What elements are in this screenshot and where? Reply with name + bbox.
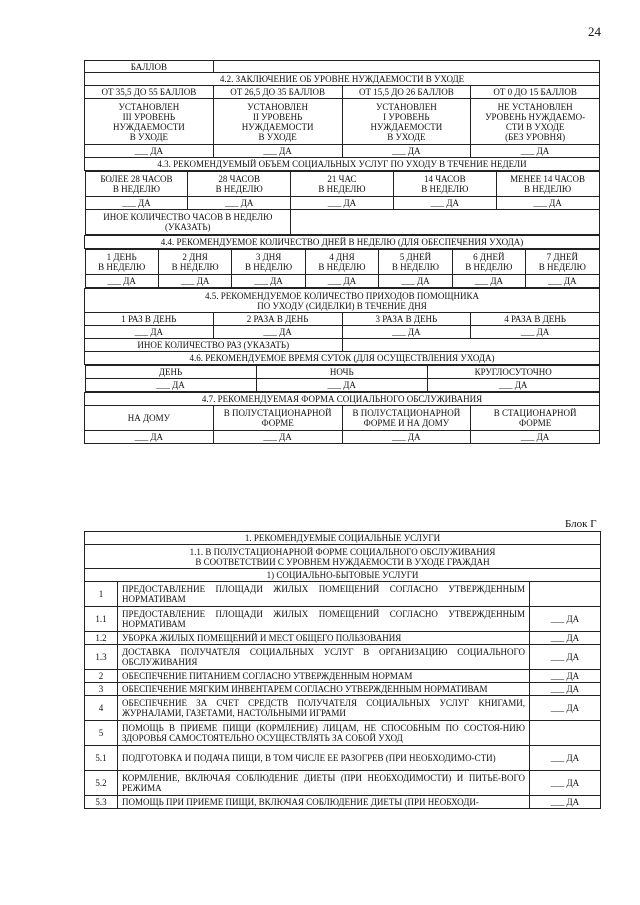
yes-field[interactable]: ___ ДА [291,197,394,210]
hours-option: 21 ЧАС В НЕДЕЛЮ [291,172,394,197]
yes-field[interactable]: ___ ДА [471,326,600,339]
services-group: 1) СОЦИАЛЬНО-БЫТОВЫЕ УСЛУГИ [85,569,601,582]
service-description: ПРЕДОСТАВЛЕНИЕ ПЛОЩАДИ ЖИЛЫХ ПОМЕЩЕНИЙ СОГЛАСНО УТВЕРЖДЕННЫМ НОРМАТИВАМ [118,607,530,632]
page-number: 24 [588,24,601,39]
service-description: ОБЕСПЕЧЕНИЕ МЯГКИМ ИНВЕНТАРЕМ СОГЛАСНО УТВЕРЖДЕННЫМ НОРМАТИВАМ [118,683,530,696]
range-cell: ОТ 15,5 ДО 26 БАЛЛОВ [342,86,471,99]
service-row [85,645,601,670]
services-rows [85,582,601,809]
other-visits-field[interactable] [342,339,600,352]
yes-field[interactable]: ___ ДА [85,145,214,158]
yes-field[interactable]: ___ ДА [471,431,600,444]
service-number: 1.1 [85,607,118,632]
hours-option: 28 ЧАСОВ В НЕДЕЛЮ [188,172,291,197]
days-option: 3 ДНЯ В НЕДЕЛЮ [232,250,305,275]
section-4-7-title: 4.7. РЕКОМЕНДУЕМАЯ ФОРМА СОЦИАЛЬНОГО ОБСЛУЖИВАНИЯ [85,393,600,406]
range-cell: ОТ 35,5 ДО 55 БАЛЛОВ [85,86,214,99]
yes-field[interactable]: ___ ДА [530,796,601,809]
yes-field[interactable]: ___ ДА [188,197,291,210]
visits-option: 1 РАЗ В ДЕНЬ [85,313,214,326]
level-cell: УСТАНОВЛЕН II УРОВЕНЬ НУЖДАЕМОСТИ В УХОДЕ [213,99,342,145]
visits-option: 4 РАЗА В ДЕНЬ [471,313,600,326]
service-number: 3 [85,683,118,696]
visits-option: 3 РАЗА В ДЕНЬ [342,313,471,326]
yes-field[interactable]: ___ ДА [427,379,599,392]
section-4-4-title: 4.4. РЕКОМЕНДУЕМОЕ КОЛИЧЕСТВО ДНЕЙ В НЕДЕЛЮ (ДЛЯ ОБЕСПЕЧЕНИЯ УХОДА) [85,236,600,249]
service-row [85,796,601,809]
service-number: 1.3 [85,645,118,670]
yes-field[interactable]: ___ ДА [530,607,601,632]
services-table [84,531,601,809]
section-4-6-title: 4.6. РЕКОМЕНДУЕМОЕ ВРЕМЯ СУТОК (ДЛЯ ОСУЩЕСТВЛЕНИЯ УХОДА) [85,352,600,365]
hours-option: 14 ЧАСОВ В НЕДЕЛЮ [393,172,496,197]
time-option: КРУГЛОСУТОЧНО [427,366,599,379]
care-need-table [84,60,600,444]
yes-field[interactable]: ___ ДА [213,145,342,158]
service-description: ПОДГОТОВКА И ПОДАЧА ПИЩИ, В ТОМ ЧИСЛЕ ЕЕ РАЗОГРЕВ (ПРИ НЕОБХОДИМО-СТИ) [118,746,530,771]
service-number: 1 [85,582,118,607]
yes-field[interactable]: ___ ДА [530,746,601,771]
service-description: ПОМОЩЬ ПРИ ПРИЕМЕ ПИЩИ, ВКЛЮЧАЯ СОБЛЮДЕНИЕ ДИЕТЫ (ПРИ НЕОБХОДИ- [118,796,530,809]
yes-field[interactable]: ___ ДА [232,275,305,288]
hours-option: МЕНЕЕ 14 ЧАСОВ В НЕДЕЛЮ [496,172,599,197]
yes-field[interactable]: ___ ДА [530,683,601,696]
yes-field[interactable]: ___ ДА [526,275,599,288]
points-label-cell: БАЛЛОВ [85,61,214,73]
yes-field[interactable]: ___ ДА [379,275,452,288]
yes-field[interactable]: ___ ДА [530,670,601,683]
service-row [85,771,601,796]
yes-field[interactable]: ___ ДА [342,431,471,444]
service-number: 1.2 [85,632,118,645]
days-option: 1 ДЕНЬ В НЕДЕЛЮ [85,250,158,275]
service-number: 5.2 [85,771,118,796]
form-option: В СТАЦИОНАРНОЙ ФОРМЕ [471,406,600,431]
days-table [85,249,600,288]
form-option: В ПОЛУСТАЦИОНАРНОЙ ФОРМЕ И НА ДОМУ [342,406,471,431]
service-description: КОРМЛЕНИЕ, ВКЛЮЧАЯ СОБЛЮДЕНИЕ ДИЕТЫ (ПРИ НЕОБХОДИМОСТИ) И ПИТЬЕ-ВОГО РЕЖИМА [118,771,530,796]
yes-field[interactable]: ___ ДА [342,145,471,158]
service-row [85,670,601,683]
yes-field[interactable]: ___ ДА [530,632,601,645]
yes-field[interactable]: ___ ДА [85,379,256,392]
services-subtitle: 1.1. В ПОЛУСТАЦИОНАРНОЙ ФОРМЕ СОЦИАЛЬНОГО ОБСЛУЖИВАНИЯ В СООТВЕТСТВИИ С УРОВНЕМ НУЖДАЕМОСТИ В УХОДЕ ГРАЖДАН [85,545,601,569]
level-cell: НЕ УСТАНОВЛЕН УРОВЕНЬ НУЖДАЕМО- СТИ В УХОДЕ (БЕЗ УРОВНЯ) [471,99,600,145]
service-description: ПОМОЩЬ В ПРИЕМЕ ПИЩИ (КОРМЛЕНИЕ) ЛИЦАМ, НЕ СПОСОБНЫМ ПО СОСТОЯ-НИЮ ЗДОРОВЬЯ САМОСТОЯТЕЛЬНО ОСУЩЕСТВЛЯТЬ ЗА СОБОЙ УХОД [118,721,530,746]
days-option: 5 ДНЕЙ В НЕДЕЛЮ [379,250,452,275]
service-number: 2 [85,670,118,683]
days-option: 6 ДНЕЙ В НЕДЕЛЮ [452,250,525,275]
yes-field[interactable]: ___ ДА [213,431,342,444]
service-description: ОБЕСПЕЧЕНИЕ ПИТАНИЕМ СОГЛАСНО УТВЕРЖДЕННЫМ НОРМАМ [118,670,530,683]
service-description: УБОРКА ЖИЛЫХ ПОМЕЩЕНИЙ И МЕСТ ОБЩЕГО ПОЛЬЗОВАНИЯ [118,632,530,645]
block-label: Блок Г [565,518,597,530]
yes-field[interactable]: ___ ДА [158,275,231,288]
service-row [85,696,601,721]
yes-field[interactable]: ___ ДА [256,379,427,392]
yes-field[interactable]: ___ ДА [452,275,525,288]
other-hours-field[interactable] [291,210,599,235]
service-row [85,721,601,746]
yes-field[interactable]: ___ ДА [85,431,214,444]
days-option: 2 ДНЯ В НЕДЕЛЮ [158,250,231,275]
empty-field[interactable] [530,582,601,607]
service-number: 5.3 [85,796,118,809]
hours-option: БОЛЕЕ 28 ЧАСОВ В НЕДЕЛЮ [85,172,188,197]
other-hours-label: ИНОЕ КОЛИЧЕСТВО ЧАСОВ В НЕДЕЛЮ (УКАЗАТЬ) [85,210,291,235]
yes-field[interactable]: ___ ДА [342,326,471,339]
time-of-day-table [85,365,600,392]
yes-field[interactable]: ___ ДА [305,275,378,288]
service-description: ДОСТАВКА ПОЛУЧАТЕЛЯ СОЦИАЛЬНЫХ УСЛУГ В ОРГАНИЗАЦИЮ СОЦИАЛЬНОГО ОБСЛУЖИВАНИЯ [118,645,530,670]
services-title: 1. РЕКОМЕНДУЕМЫЕ СОЦИАЛЬНЫЕ УСЛУГИ [85,532,601,545]
service-row [85,607,601,632]
service-row [85,683,601,696]
form-option: НА ДОМУ [85,406,214,431]
yes-field[interactable]: ___ ДА [496,197,599,210]
service-number: 5 [85,721,118,746]
yes-field[interactable]: ___ ДА [85,197,188,210]
service-row [85,632,601,645]
section-4-2-title: 4.2. ЗАКЛЮЧЕНИЕ ОБ УРОВНЕ НУЖДАЕМОСТИ В УХОДЕ [85,73,600,86]
level-cell: УСТАНОВЛЕН III УРОВЕНЬ НУЖДАЕМОСТИ В УХОДЕ [85,99,214,145]
days-option: 7 ДНЕЙ В НЕДЕЛЮ [526,250,599,275]
yes-field[interactable]: ___ ДА [530,771,601,796]
form-option: В ПОЛУСТАЦИОНАРНОЙ ФОРМЕ [213,406,342,431]
service-description: ОБЕСПЕЧЕНИЕ ЗА СЧЕТ СРЕДСТВ ПОЛУЧАТЕЛЯ СОЦИАЛЬНЫХ УСЛУГ КНИГАМИ, ЖУРНАЛАМИ, ГАЗЕТАМИ, НАСТОЛЬНЫМИ ИГРАМИ [118,696,530,721]
section-4-5-title: 4.5. РЕКОМЕНДУЕМОЕ КОЛИЧЕСТВО ПРИХОДОВ ПОМОЩНИКА ПО УХОДУ (СИДЕЛКИ) В ТЕЧЕНИЕ ДНЯ [85,289,600,313]
hours-table [85,171,600,235]
service-description: ПРЕДОСТАВЛЕНИЕ ПЛОЩАДИ ЖИЛЫХ ПОМЕЩЕНИЙ СОГЛАСНО УТВЕРЖДЕННЫМ НОРМАТИВАМ [118,582,530,607]
section-4-3-title: 4.3. РЕКОМЕНДУЕМЫЙ ОБЪЕМ СОЦИАЛЬНЫХ УСЛУГ ПО УХОДУ В ТЕЧЕНИЕ НЕДЕЛИ [85,158,600,171]
service-row [85,582,601,607]
yes-field[interactable]: ___ ДА [85,275,158,288]
empty-field[interactable] [530,721,601,746]
yes-field[interactable]: ___ ДА [530,645,601,670]
other-visits-label: ИНОЕ КОЛИЧЕСТВО РАЗ (УКАЗАТЬ) [85,339,343,352]
yes-field[interactable]: ___ ДА [85,326,214,339]
visits-option: 2 РАЗА В ДЕНЬ [213,313,342,326]
yes-field[interactable]: ___ ДА [393,197,496,210]
time-option: ДЕНЬ [85,366,256,379]
service-row [85,746,601,771]
range-cell: ОТ 0 ДО 15 БАЛЛОВ [471,86,600,99]
time-option: НОЧЬ [256,366,427,379]
points-empty-cell [213,61,599,73]
yes-field[interactable]: ___ ДА [530,696,601,721]
range-cell: ОТ 26,5 ДО 35 БАЛЛОВ [213,86,342,99]
yes-field[interactable]: ___ ДА [471,145,600,158]
level-cell: УСТАНОВЛЕН I УРОВЕНЬ НУЖДАЕМОСТИ В УХОДЕ [342,99,471,145]
days-option: 4 ДНЯ В НЕДЕЛЮ [305,250,378,275]
service-number: 5.1 [85,746,118,771]
yes-field[interactable]: ___ ДА [213,326,342,339]
service-number: 4 [85,696,118,721]
